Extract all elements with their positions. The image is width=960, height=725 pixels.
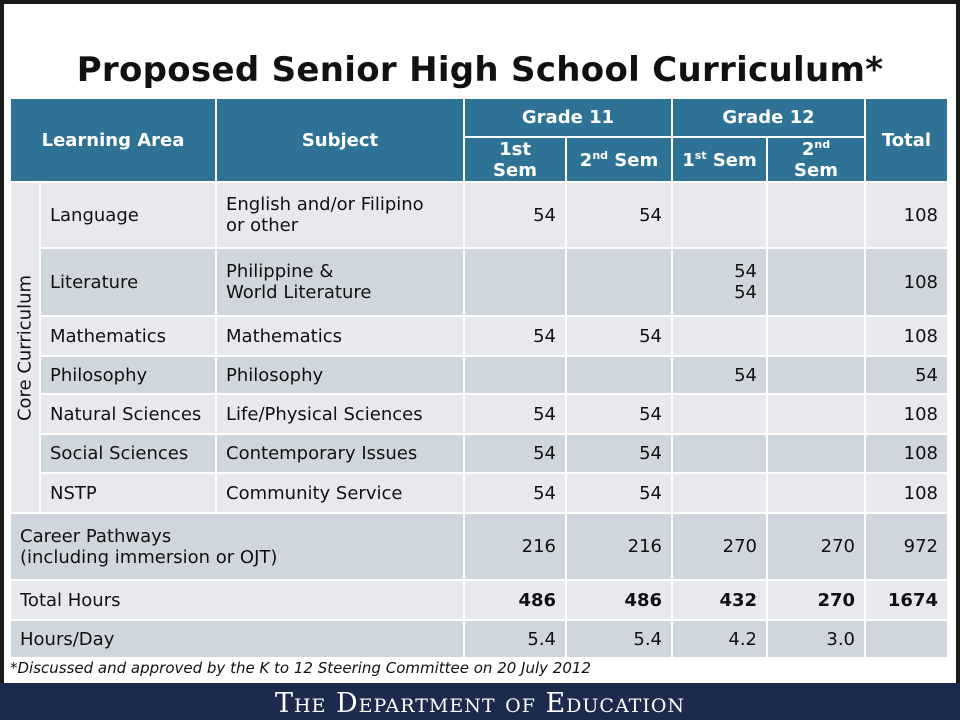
g11-sem2-value: 54 [566,182,672,248]
g11-sem1-value: 54 [464,434,566,473]
total-value: 972 [865,513,948,580]
subject: Community Service [216,473,464,513]
g12-sem2-value [767,316,865,356]
table-row [10,473,948,513]
curriculum-table [9,97,949,659]
table-row [10,394,948,434]
core-curriculum-cell [10,182,40,513]
total-value [865,620,948,658]
g12-sem2-value: 270 [767,580,865,620]
g12-sem1-value: 270 [672,513,767,580]
career-pathways-label: Career Pathways (including immersion or OJT) [10,513,464,580]
hours-per-day-label: Hours/Day [10,620,464,658]
g12-sem2-value [767,473,865,513]
table-row [10,182,948,248]
table-row [10,316,948,356]
total-hours-row [10,580,948,620]
subject: English and/or Filipino or other [216,182,464,248]
subject: Mathematics [216,316,464,356]
total-value: 108 [865,473,948,513]
g11-sem1-value [464,356,566,394]
total-value: 108 [865,316,948,356]
subject: Philippine & World Literature [216,248,464,316]
g11-sem1-value [464,248,566,316]
g11-sem2-value: 486 [566,580,672,620]
learning-area: Language [40,182,216,248]
table-row [10,248,948,316]
frame-right-border [956,0,960,720]
g11-sem2-value: 54 [566,394,672,434]
footer-banner: The Department of Education [0,683,960,720]
g11-sem1-value: 5.4 [464,620,566,658]
learning-area: Natural Sciences [40,394,216,434]
g11-sem2-value [566,248,672,316]
table-row [10,356,948,394]
header-g11-sem2: 2nd Sem [566,137,672,182]
g11-sem2-value: 54 [566,316,672,356]
g12-sem1-value: 54 [672,356,767,394]
subject: Philosophy [216,356,464,394]
g11-sem2-value: 5.4 [566,620,672,658]
g11-sem1-value: 54 [464,182,566,248]
total-hours-label: Total Hours [10,580,464,620]
g12-sem2-value [767,248,865,316]
learning-area: Philosophy [40,356,216,394]
header-g12-sem1: 1st Sem [672,137,767,182]
frame-top-border [0,0,960,4]
header-g12-sem2: 2nd Sem [767,137,865,182]
total-value: 108 [865,248,948,316]
g12-sem1-value [672,434,767,473]
g12-sem1-value: 4.2 [672,620,767,658]
subject: Contemporary Issues [216,434,464,473]
g12-sem1-value: 54 54 [672,248,767,316]
g11-sem1-value: 54 [464,473,566,513]
header-subject: Subject [216,98,464,182]
g11-sem2-value: 54 [566,473,672,513]
g11-sem1-value: 54 [464,394,566,434]
g11-sem2-value: 54 [566,434,672,473]
total-value: 108 [865,434,948,473]
g12-sem1-value [672,394,767,434]
footnote: *Discussed and approved by the K to 12 Steering Committee on 20 July 2012 [10,659,591,677]
g11-sem1-value: 54 [464,316,566,356]
header-grade-12: Grade 12 [672,98,865,137]
g11-sem1-value: 216 [464,513,566,580]
g12-sem1-value [672,316,767,356]
g12-sem2-value [767,182,865,248]
header-grade-11: Grade 11 [464,98,672,137]
page-title: Proposed Senior High School Curriculum* [76,50,884,90]
learning-area: NSTP [40,473,216,513]
g12-sem2-value [767,394,865,434]
learning-area: Literature [40,248,216,316]
total-value: 108 [865,394,948,434]
header-learning-area: Learning Area [10,98,216,182]
total-value: 108 [865,182,948,248]
learning-area: Mathematics [40,316,216,356]
total-value: 1674 [865,580,948,620]
g12-sem1-value [672,473,767,513]
table-row [10,434,948,473]
g12-sem2-value: 3.0 [767,620,865,658]
core-curriculum-label: Core Curriculum [14,274,36,421]
total-value: 54 [865,356,948,394]
g11-sem1-value: 486 [464,580,566,620]
subject: Life/Physical Sciences [216,394,464,434]
g12-sem1-value [672,182,767,248]
career-pathways-row [10,513,948,580]
learning-area: Social Sciences [40,434,216,473]
g12-sem2-value [767,356,865,394]
g11-sem2-value: 216 [566,513,672,580]
header-g11-sem1: 1st Sem [464,137,566,182]
hours-per-day-row [10,620,948,658]
header-total: Total [865,98,948,182]
g12-sem1-value: 432 [672,580,767,620]
g11-sem2-value [566,356,672,394]
g12-sem2-value [767,434,865,473]
frame-left-border [0,0,4,720]
g12-sem2-value: 270 [767,513,865,580]
